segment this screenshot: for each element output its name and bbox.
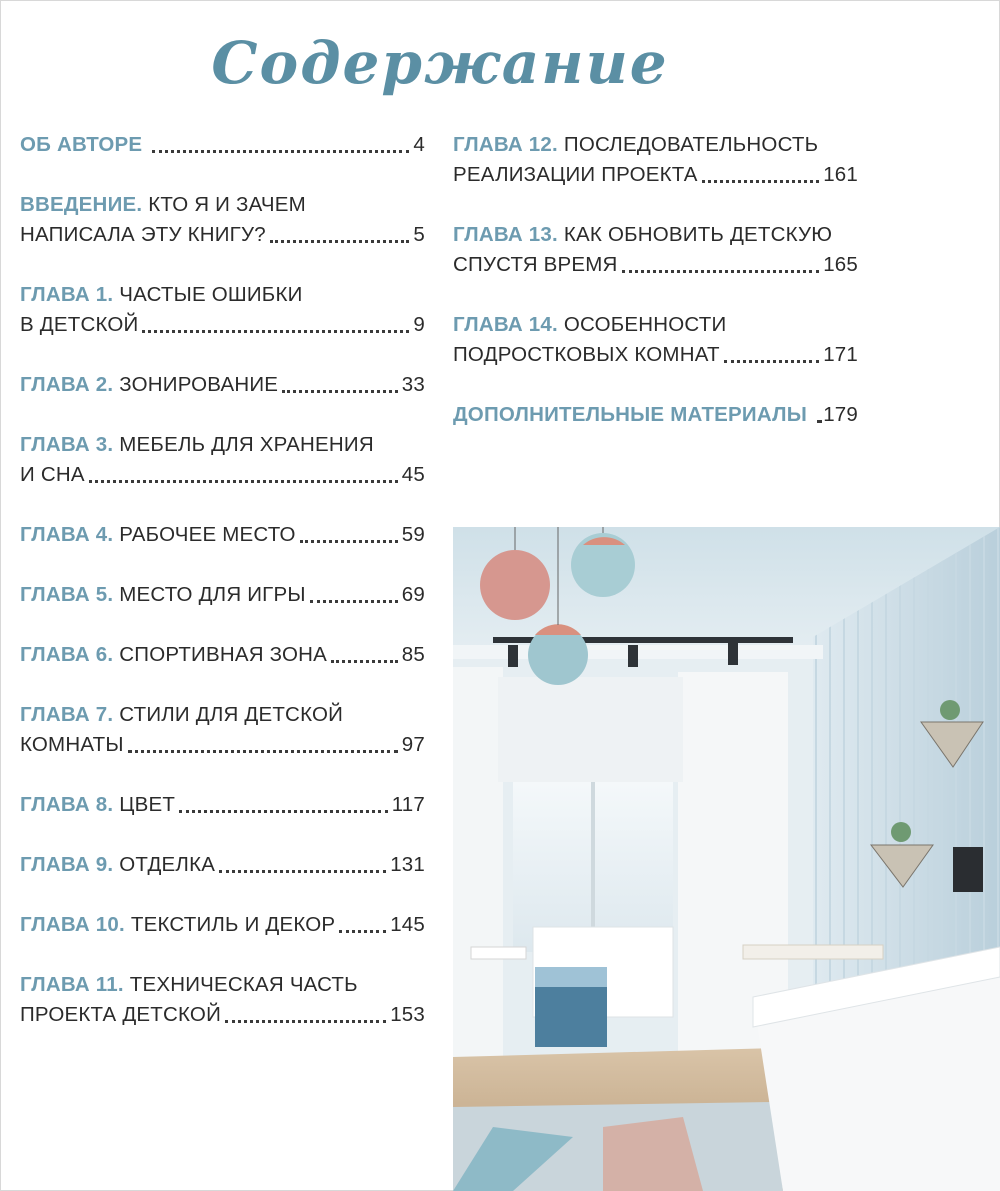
spot-1: [508, 645, 518, 667]
toc-chapter-label: ГЛАВА 12.: [453, 133, 558, 156]
toc-entry: [20, 700, 425, 760]
toc-entry-line: [453, 130, 858, 160]
toc-entry: [453, 310, 858, 370]
toc-page-number: 145: [390, 913, 425, 936]
toc-entry-title: НАПИСАЛА ЭТУ КНИГУ?: [20, 223, 266, 246]
toc-leader-dots: [179, 810, 388, 813]
toc-entry-line: [20, 730, 425, 760]
toc-page-number: 4: [413, 133, 425, 156]
toc-page-number: 9: [413, 313, 425, 336]
toc-chapter-label: ГЛАВА 1.: [20, 283, 114, 306]
toc-leader-dots: [219, 870, 386, 873]
toc-chapter-label: ВВЕДЕНИЕ.: [20, 193, 143, 216]
room-photo: [453, 527, 1000, 1191]
toc-entry-line: [20, 190, 425, 220]
toc-entry-line: [20, 850, 425, 880]
toc-entry-title: МЕБЕЛЬ ДЛЯ ХРАНЕНИЯ: [119, 433, 374, 456]
desk-right: [743, 945, 883, 959]
toc-page-number: 161: [823, 163, 858, 186]
toc-page-number: 131: [390, 853, 425, 876]
toc-entry-title: СТИЛИ ДЛЯ ДЕТСКОЙ: [119, 703, 344, 726]
toc-entry-line: [20, 1000, 425, 1030]
toc-chapter-label: ГЛАВА 5.: [20, 583, 114, 606]
toc-entry-line: [20, 220, 425, 250]
toc-entry-line: [20, 280, 425, 310]
toc-entry-line: [20, 460, 425, 490]
toc-chapter-label: ГЛАВА 13.: [453, 223, 558, 246]
toc-entry-title: ТЕКСТИЛЬ И ДЕКОР: [130, 913, 336, 936]
toc-entry-title: ПРОЕКТА ДЕТСКОЙ: [20, 1003, 222, 1026]
desk-left: [471, 947, 526, 959]
toc-entry-title: ТЕХНИЧЕСКАЯ ЧАСТЬ: [129, 973, 358, 996]
toc-page-number: 45: [401, 463, 425, 486]
toc-page-number: 153: [390, 1003, 425, 1026]
toc-entry-title: ПОСЛЕДОВАТЕЛЬНОСТЬ: [563, 133, 819, 156]
toc-leader-dots: [724, 360, 819, 363]
toc-leader-dots: [89, 480, 398, 483]
toc-entry-title: ЦВЕТ: [119, 793, 176, 816]
toc-entry-title: СПОРТИВНАЯ ЗОНА: [119, 643, 328, 666]
toc-entry-line: [453, 160, 858, 190]
toc-entry-title: ОСОБЕННОСТИ: [563, 313, 727, 336]
toc-right-column: [453, 130, 858, 460]
toc-left-column: [20, 130, 425, 1060]
toc-leader-dots: [270, 240, 410, 243]
toc-leader-dots: [331, 660, 398, 663]
toc-chapter-label: ГЛАВА 8.: [20, 793, 114, 816]
toc-entry-title: В ДЕТСКОЙ: [20, 313, 139, 336]
toc-entry-line: [453, 250, 858, 280]
toc-page-number: 59: [401, 523, 425, 546]
toc-chapter-label: ГЛАВА 10.: [20, 913, 125, 936]
toc-entry: [20, 370, 425, 400]
toc-entry-line: [20, 580, 425, 610]
toc-page-number: 171: [823, 343, 858, 366]
toc-page-number: 179: [823, 403, 858, 426]
toc-page-number: 97: [401, 733, 425, 756]
toc-page-number: 5: [413, 223, 425, 246]
toc-chapter-label: ГЛАВА 9.: [20, 853, 114, 876]
toc-leader-dots: [622, 270, 820, 273]
toc-entry-title: ОТДЕЛКА: [119, 853, 216, 876]
toc-entry: [20, 640, 425, 670]
toc-entry: [20, 850, 425, 880]
toc-entry: [20, 280, 425, 340]
toc-entry-line: [20, 910, 425, 940]
toc-leader-dots: [282, 390, 398, 393]
toc-entry-line: [453, 400, 858, 430]
pendant-pink: [480, 550, 550, 620]
curtain-left: [453, 667, 503, 1067]
toc-entry: [20, 190, 425, 250]
roman-blind: [498, 677, 683, 782]
toc-entry: [20, 970, 425, 1030]
toc-entry-title: КТО Я И ЗАЧЕМ: [148, 193, 306, 216]
toc-chapter-label: ГЛАВА 14.: [453, 313, 558, 336]
toc-entry-title: КАК ОБНОВИТЬ ДЕТСКУЮ: [563, 223, 833, 246]
toc-entry: [20, 520, 425, 550]
toc-entry: [20, 790, 425, 820]
toc-entry-line: [20, 130, 425, 160]
wall-lamp: [953, 847, 983, 892]
toc-entry: [453, 220, 858, 280]
toc-page-number: 165: [823, 253, 858, 276]
toc-leader-dots: [310, 600, 398, 603]
toc-entry: [20, 910, 425, 940]
toc-chapter-label: ГЛАВА 6.: [20, 643, 114, 666]
toc-entry-line: [20, 700, 425, 730]
toc-page-number: 85: [401, 643, 425, 666]
toc-entry-line: [20, 310, 425, 340]
toc-leader-dots: [142, 330, 409, 333]
toc-entry-title: И СНА: [20, 463, 85, 486]
toc-leader-dots: [702, 180, 820, 183]
toc-entry-title: ЗОНИРОВАНИЕ: [119, 373, 279, 396]
toc-entry-line: [20, 430, 425, 460]
toc-page-number: 69: [401, 583, 425, 606]
page-title: Содержание: [211, 29, 669, 97]
toc-entry-title: РЕАЛИЗАЦИИ ПРОЕКТА: [453, 163, 698, 186]
toc-entry-title: СПУСТЯ ВРЕМЯ: [453, 253, 618, 276]
toc-entry-line: [20, 970, 425, 1000]
toc-leader-dots: [817, 420, 819, 423]
spot-3: [728, 643, 738, 665]
toc-chapter-label: ГЛАВА 3.: [20, 433, 114, 456]
toc-entry-line: [20, 520, 425, 550]
toc-entry-line: [453, 340, 858, 370]
toc-entry-title: РАБОЧЕЕ МЕСТО: [119, 523, 296, 546]
toc-chapter-label: ГЛАВА 7.: [20, 703, 114, 726]
toc-entry-title: МЕСТО ДЛЯ ИГРЫ: [119, 583, 306, 606]
toc-entry-line: [453, 310, 858, 340]
toc-chapter-label: ГЛАВА 11.: [20, 973, 124, 996]
toc-entry-line: [20, 640, 425, 670]
toc-entry: [453, 400, 858, 430]
toc-leader-dots: [152, 150, 409, 153]
toc-entry: [20, 130, 425, 160]
toc-entry-title: КОМНАТЫ: [20, 733, 124, 756]
toc-entry-title: ПОДРОСТКОВЫХ КОМНАТ: [453, 343, 720, 366]
toc-page-number: 117: [391, 793, 425, 816]
toc-entry: [20, 430, 425, 490]
spot-2: [628, 645, 638, 667]
toc-entry-line: [453, 220, 858, 250]
toc-chapter-label: ГЛАВА 4.: [20, 523, 114, 546]
toc-leader-dots: [339, 930, 386, 933]
toc-leader-dots: [225, 1020, 386, 1023]
toc-entry-line: [20, 370, 425, 400]
toc-entry-line: [20, 790, 425, 820]
toc-leader-dots: [128, 750, 398, 753]
toc-entry-title: ЧАСТЫЕ ОШИБКИ: [119, 283, 303, 306]
toc-chapter-label: ОБ АВТОРЕ: [20, 133, 143, 156]
toc-chapter-label: ГЛАВА 2.: [20, 373, 114, 396]
toc-chapter-label: ДОПОЛНИТЕЛЬНЫЕ МАТЕРИАЛЫ: [453, 403, 807, 426]
toc-entry: [453, 130, 858, 190]
toc-entry: [20, 580, 425, 610]
toc-page-number: 33: [401, 373, 425, 396]
toc-leader-dots: [300, 540, 398, 543]
